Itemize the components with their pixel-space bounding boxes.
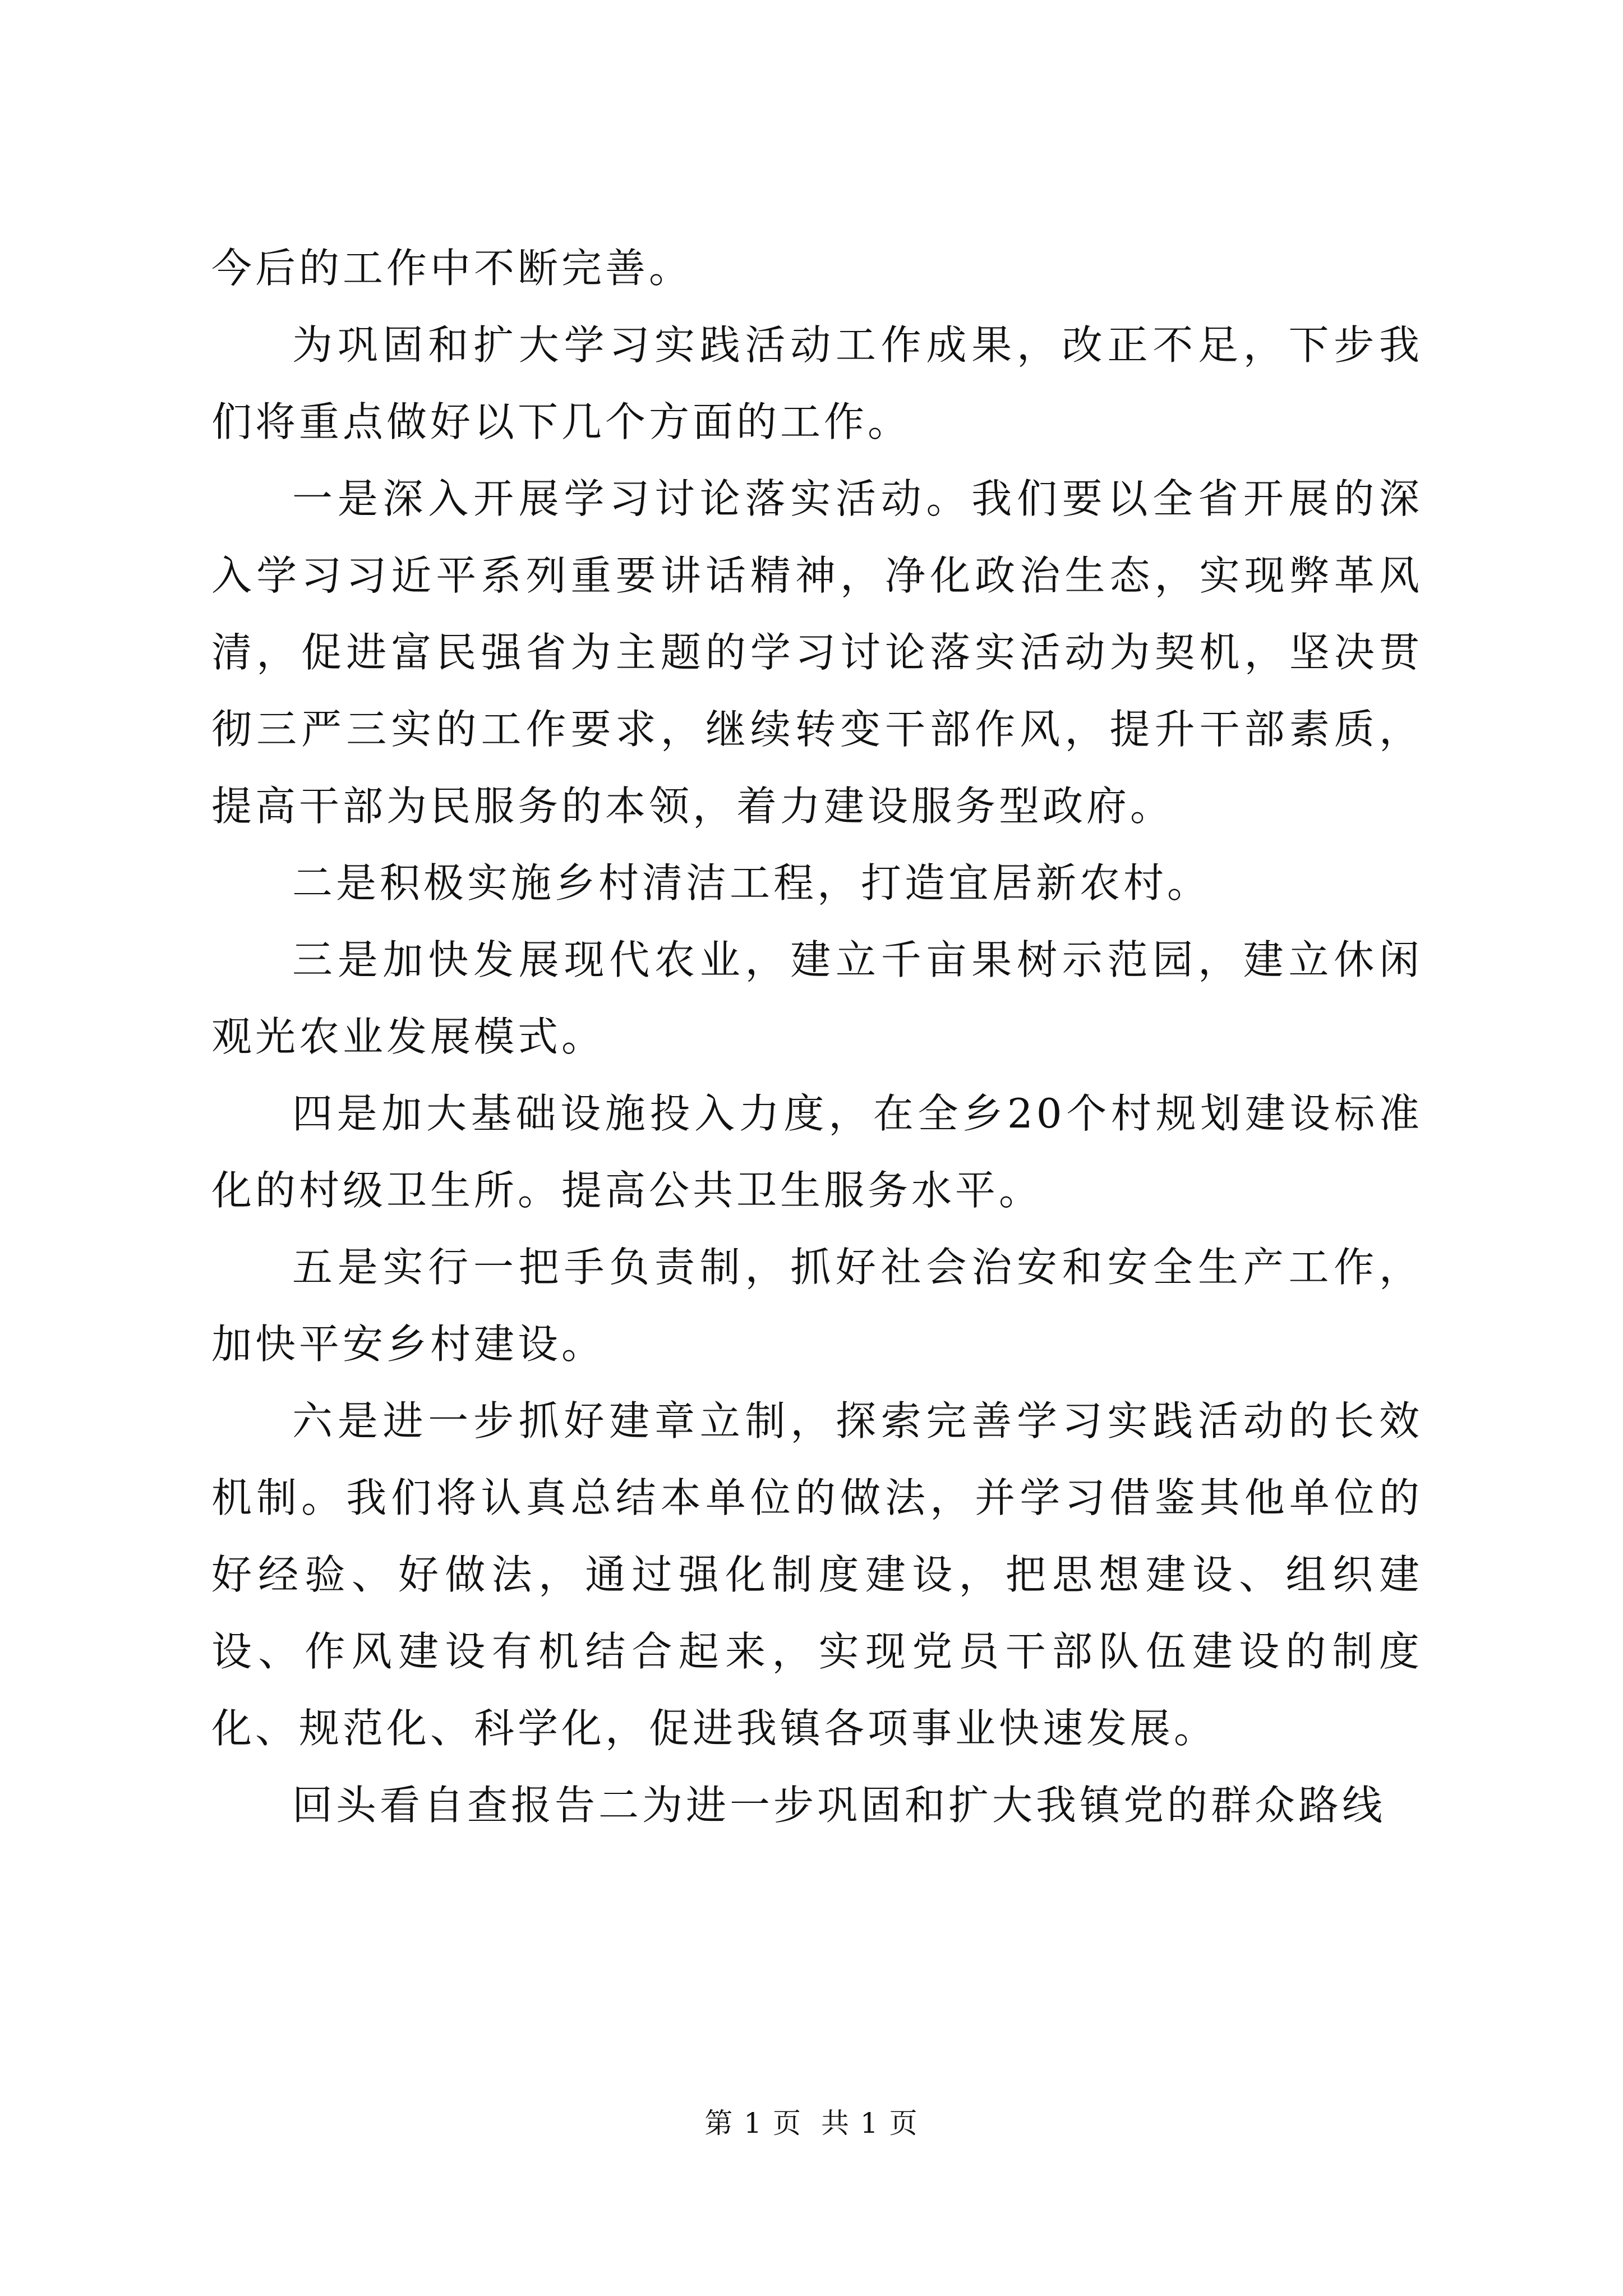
paragraph-item-5: 五是实行一把手负责制，抓好社会治安和安全生产工作，加快平安乡村建设。: [211, 1244, 1423, 1368]
paragraph-intro: 为巩固和扩大学习实践活动工作成果，改正不足，下步我们将重点做好以下几个方面的工作。: [211, 321, 1423, 445]
paragraph-item-6: 六是进一步抓好建章立制，探索完善学习实践活动的长效机制。我们将认真总结本单位的做法，并学习借鉴其他单位的好经验、好做法，通过强化制度建设，把思想建设、组织建设、作风建设有机结合起来，实现党员干部队伍建设的制度化、规范化、科学化，促进我镇各项事业快速发展。: [211, 1397, 1423, 1752]
document-body: [211, 230, 1423, 1844]
paragraph-next-report: 回头看自查报告二为进一步巩固和扩大我镇党的群众路线: [292, 1782, 1386, 1829]
paragraph-item-1: 一是深入开展学习讨论落实活动。我们要以全省开展的深入学习习近平系列重要讲话精神，净化政治生态，实现弊革风清，促进富民强省为主题的学习讨论落实活动为契机，坚决贯彻三严三实的工作要求，继续转变干部作风，提升干部素质，提高干部为民服务的本领，着力建设服务型政府。: [211, 475, 1423, 830]
paragraph-item-4: 四是加大基础设施投入力度，在全乡20个村规划建设标准化的村级卫生所。提高公共卫生服务水平。: [211, 1090, 1423, 1214]
paragraph-continuation: 今后的工作中不断完善。: [211, 245, 693, 292]
paragraph-item-3: 三是加快发展现代农业，建立千亩果树示范园，建立休闲观光农业发展模式。: [211, 936, 1423, 1060]
paragraph-item-2: 二是积极实施乡村清洁工程，打造宜居新农村。: [292, 859, 1211, 907]
page-total: 共 1 页: [821, 2107, 919, 2139]
page-footer: [0, 2106, 1623, 2140]
page-number: 第 1 页: [704, 2107, 802, 2139]
